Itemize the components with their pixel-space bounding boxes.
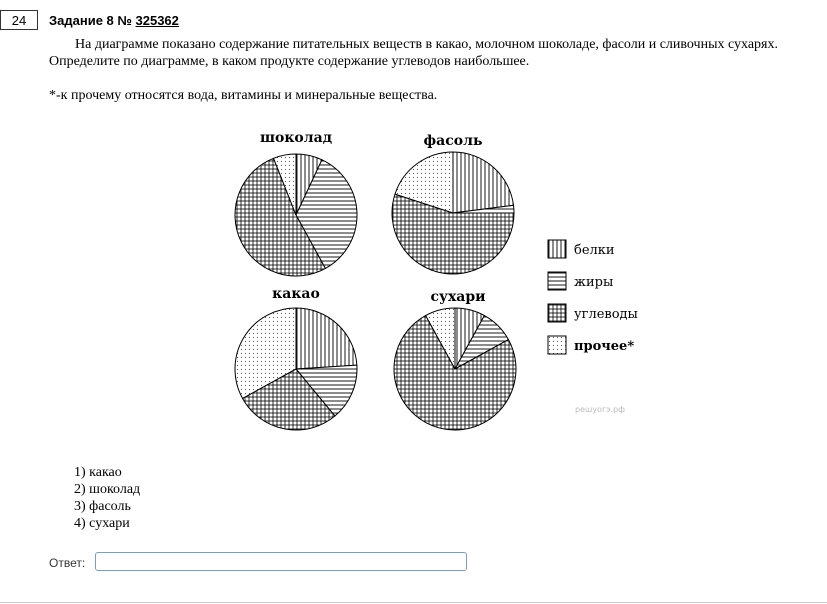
answer-label: Ответ: (49, 556, 86, 570)
answer-input[interactable] (95, 552, 467, 571)
option-1: 1) какао (74, 465, 122, 480)
option-2: 2) шоколад (74, 482, 141, 497)
option-3: 3) фасоль (74, 499, 131, 514)
legend-swatch (548, 240, 566, 258)
divider (0, 602, 827, 603)
task-text-line2: Определите по диаграмме, в каком продукте содержание углеводов наибольшее. (49, 54, 530, 69)
pie-2 (392, 133, 514, 274)
pie-title: фасоль (423, 133, 483, 149)
option-4: 4) сухари (74, 516, 130, 531)
pie-charts-figure (220, 120, 650, 440)
task-id-link[interactable]: 325362 (135, 13, 179, 28)
task-header (49, 13, 179, 28)
task-number: 24 (0, 10, 38, 30)
legend-label: белки (574, 243, 615, 258)
legend-swatch (548, 336, 566, 354)
task-title: Задание 8 № (49, 13, 136, 28)
legend-swatch (548, 304, 566, 322)
task-text-line1: На диаграмме показано содержание питательных веществ в какао, молочном шоколаде, фасоли и сливочных сухарях. (75, 37, 778, 52)
pie-title: шоколад (259, 130, 333, 146)
legend-label: жиры (574, 275, 614, 290)
legend-swatch (548, 272, 566, 290)
task-note: *-к прочему относятся вода, витамины и минеральные вещества. (49, 88, 438, 103)
pie-slice (453, 152, 514, 213)
legend-label: углеводы (574, 307, 638, 322)
pie-1 (235, 130, 357, 276)
pie-4 (394, 289, 516, 430)
pie-title: какао (272, 286, 320, 302)
pie-slice (296, 308, 357, 369)
watermark: решуогэ.рф (575, 405, 626, 414)
task-text (49, 36, 824, 70)
legend-label: прочее* (574, 339, 635, 354)
answer-options (74, 464, 140, 532)
pie-3 (235, 286, 357, 430)
pie-title: сухари (430, 289, 486, 305)
